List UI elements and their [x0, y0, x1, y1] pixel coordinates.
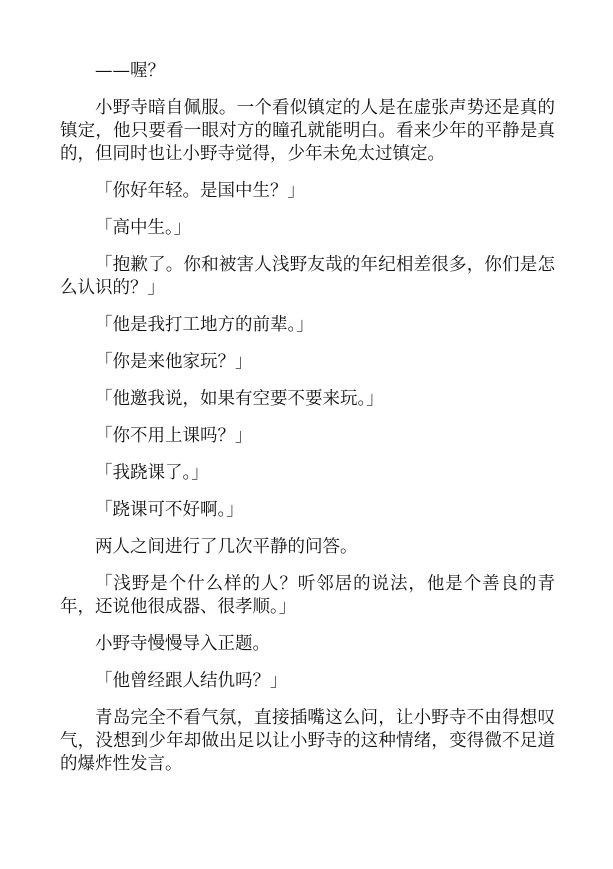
paragraph: 「他曾经跟人结仇吗？」: [95, 671, 288, 691]
paragraph: 「抱歉了。你和被害人浅野友哉的年纪相差很多，你们是怎么认识的？」: [60, 255, 555, 298]
paragraph: 青岛完全不看气氛，直接插嘴这么问，让小野寺不由得想叹气，没想到少年却做出足以让小野寺的这种情绪，变得微不足道的爆炸性发言。: [60, 708, 555, 774]
paragraph: 「你不用上课吗？」: [95, 426, 253, 446]
paragraph: 小野寺暗自佩服。一个看似镇定的人是在虚张声势还是真的镇定，他只要看一眼对方的瞳孔就能明白。看来少年的平静是真的，但同时也让小野寺觉得，少年未免太过镇定。: [60, 98, 555, 164]
paragraph: 「你好年轻。是国中生？」: [95, 181, 305, 201]
paragraph: 「浅野是个什么样的人？听邻居的说法，他是个善良的青年，还说他很成器、很孝顺。」: [60, 574, 555, 617]
paragraph: 两人之间进行了几次平静的问答。: [95, 537, 358, 557]
paragraph: 「他邀我说，如果有空要不要来玩。」: [95, 389, 384, 409]
paragraph: 「高中生。」: [95, 218, 192, 238]
paragraph: 「他是我打工地方的前辈。」: [95, 315, 314, 335]
paragraph: 小野寺慢慢导入正题。: [95, 634, 270, 654]
paragraph: 「跷课可不好啊。」: [95, 500, 244, 520]
paragraph: ——喔？: [95, 61, 165, 81]
paragraph: 「你是来他家玩？」: [95, 352, 253, 372]
document-page: [60, 60, 555, 790]
paragraph: 「我跷课了。」: [95, 463, 209, 483]
